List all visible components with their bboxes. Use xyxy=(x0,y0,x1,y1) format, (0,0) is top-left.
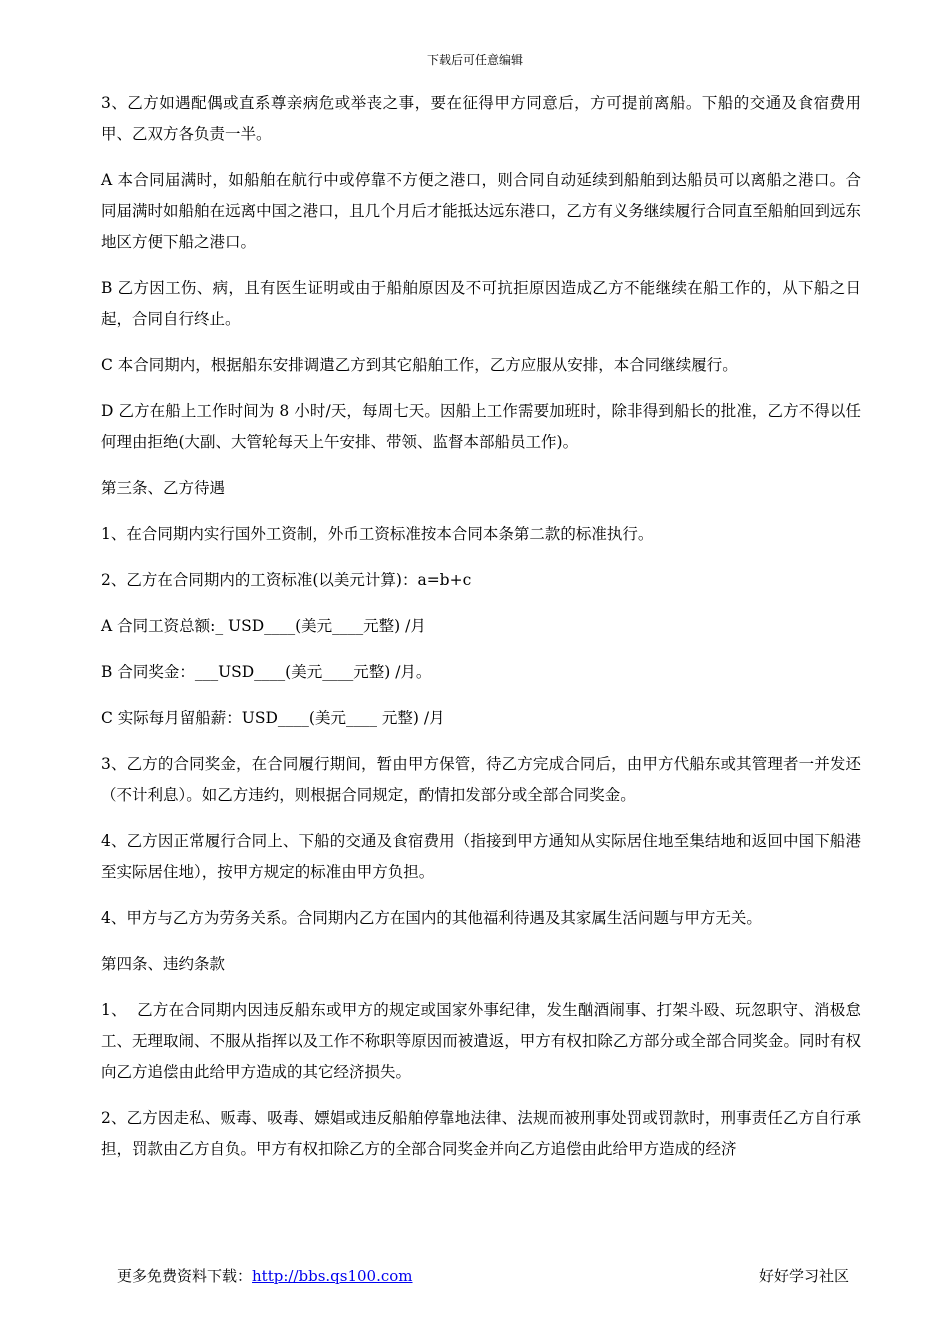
footer-download-link[interactable]: http://bbs.qs100.com xyxy=(252,1267,413,1285)
clause-a-contract-expiry: A 本合同届满时，如船舶在航行中或停靠不方便之港口，则合同自动延续到船舶到达船员可以离船之港口。合同届满时如船舶在远离中国之港口，且几个月后才能抵达远东港口，乙方有义务继续履行合同直至船舶回到远东地区方便下船之港口。 xyxy=(101,171,861,251)
clause-c-reassignment: C 本合同期内，根据船东安排调遣乙方到其它船舶工作，乙方应服从安排，本合同继续履行。 xyxy=(101,356,738,374)
clause-foreign-wage-system: 1、在合同期内实行国外工资制，外币工资标准按本合同本条第二款的标准执行。 xyxy=(101,525,654,543)
section-heading-article-4: 第四条、违约条款 xyxy=(101,955,226,973)
footer-download-note xyxy=(117,1265,413,1287)
clause-d-working-hours: D 乙方在船上工作时间为 8 小时/天，每周七天。因船上工作需要加班时，除非得到船长的批准，乙方不得以任何理由拒绝(大副、大管轮每天上午安排、带领、监督本部船员工作)。 xyxy=(101,402,861,451)
page-footer xyxy=(117,1265,849,1289)
document-body xyxy=(101,88,861,1180)
clause-wage-standard: 2、乙方在合同期内的工资标准(以美元计算)：a=b+c xyxy=(101,571,472,589)
clause-criminal-penalty: 2、乙方因走私、贩毒、吸毒、嫖娼或违反船舶停靠地法律、法规而被刑事处罚或罚款时，刑事责任乙方自行承担，罚款由乙方自负。甲方有权扣除乙方的全部合同奖金并向乙方追偿由此给甲方造成的经济 xyxy=(101,1109,861,1158)
wage-line-bonus: B 合同奖金：___USD____(美元____元整) /月。 xyxy=(101,663,432,681)
wage-line-onboard-pay: C 实际每月留船薪：USD____(美元____ 元整) /月 xyxy=(101,709,445,727)
page-header: 下载后可任意编辑 xyxy=(426,53,523,67)
clause-labor-relationship: 4、甲方与乙方为劳务关系。合同期内乙方在国内的其他福利待遇及其家属生活问题与甲方无关。 xyxy=(101,909,762,927)
footer-community-name: 好好学习社区 xyxy=(758,1267,849,1285)
clause-b-injury-termination: B 乙方因工伤、病，且有医生证明或由于船舶原因及不可抗拒原因造成乙方不能继续在船工作的，从下船之日起，合同自行终止。 xyxy=(101,279,861,328)
clause-bonus-custody: 3、乙方的合同奖金，在合同履行期间，暂由甲方保管，待乙方完成合同后，由甲方代船东或其管理者一并发还（不计利息）。如乙方违约，则根据合同规定，酌情扣发部分或全部合同奖金。 xyxy=(101,755,861,804)
footer-download-label: 更多免费资料下载： xyxy=(117,1267,253,1285)
clause-repatriation-breach: 1、 乙方在合同期内因违反船东或甲方的规定或国家外事纪律，发生酗酒闹事、打架斗殴、玩忽职守、消极怠工、无理取闹、不服从指挥以及工作不称职等原因而被遣返，甲方有权扣除乙方部分或全部合同奖金。同时有权向乙方追偿由此给甲方造成的其它经济损失。 xyxy=(101,1001,861,1081)
clause-leave-early: 3、乙方如遇配偶或直系尊亲病危或举丧之事，要在征得甲方同意后，方可提前离船。下船的交通及食宿费用甲、乙双方各负责一半。 xyxy=(101,94,861,143)
wage-line-total: A 合同工资总额:_ USD____(美元____元整) /月 xyxy=(101,617,426,635)
section-heading-article-3: 第三条、乙方待遇 xyxy=(101,479,226,497)
clause-travel-expenses: 4、乙方因正常履行合同上、下船的交通及食宿费用（指接到甲方通知从实际居住地至集结地和返回中国下船港至实际居住地），按甲方规定的标准由甲方负担。 xyxy=(101,832,861,881)
